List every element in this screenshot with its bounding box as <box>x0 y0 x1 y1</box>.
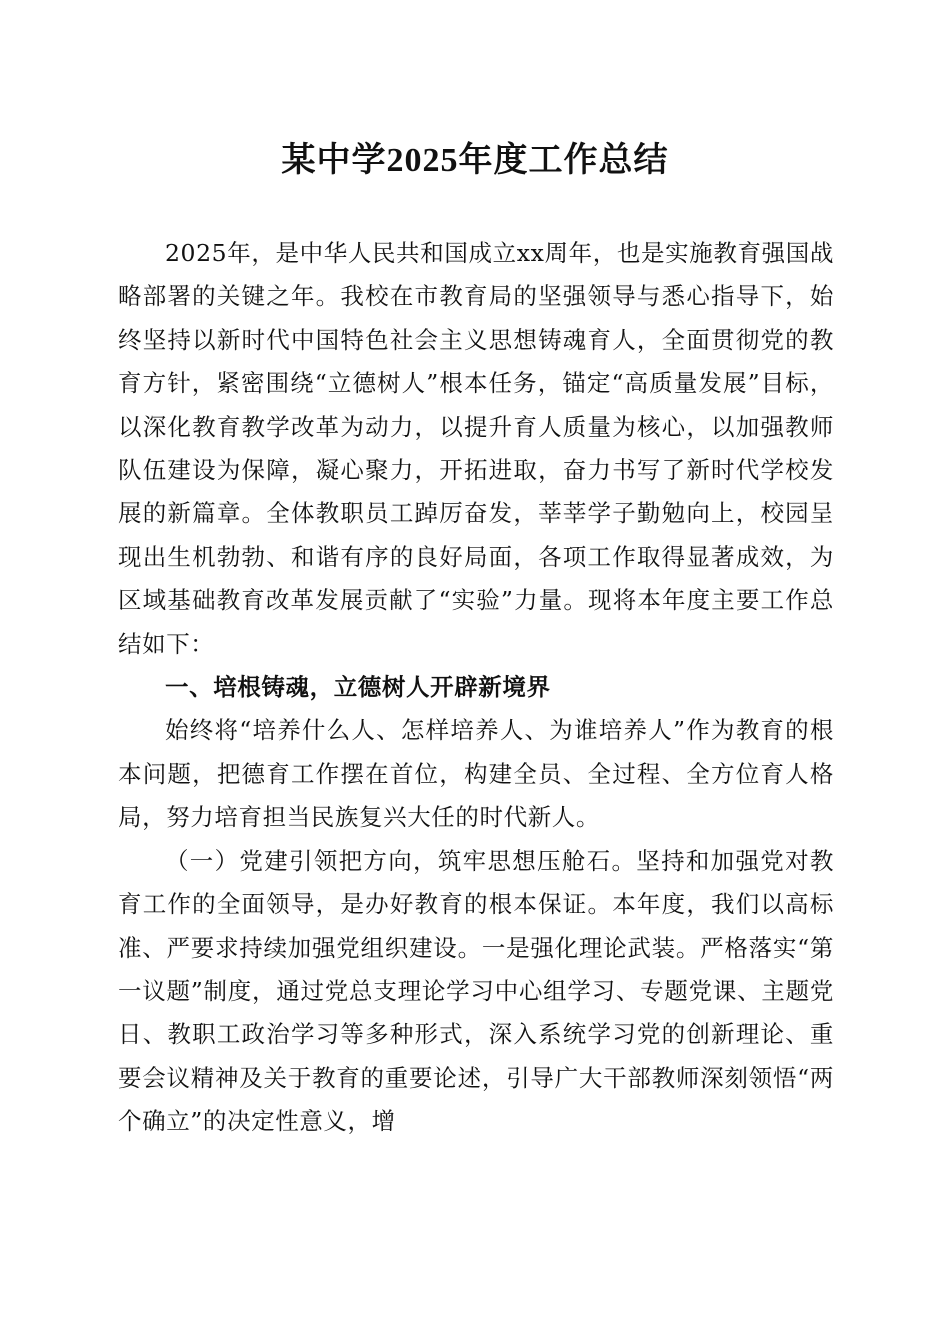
section-paragraph: 始终将“培养什么人、怎样培养人、为谁培养人”作为教育的根本问题，把德育工作摆在首位，构建全员、全过程、全方位育人格局，努力培育担当民族复兴大任的时代新人。 <box>118 716 834 832</box>
document-title: 某中学2025年度工作总结 <box>281 142 669 179</box>
intro-paragraph: 2025年，是中华人民共和国成立xx周年，也是实施教育强国战略部署的关键之年。我校在市教育局的坚强领导与悉心指导下，始终坚持以新时代中国特色社会主义思想铸魂育人，全面贯彻党的教育方针，紧密围绕“立德树人”根本任务，锚定“高质量发展”目标，以深化教育教学改革为动力，以提升育人质量为核心，以加强教师队伍建设为保障，凝心聚力，开拓进取，奋力书写了新时代学校发展的新篇章。全体教职员工踔厉奋发，莘莘学子勤勉向上，校园呈现出生机勃勃、和谐有序的良好局面，各项工作取得显著成效，为区域基础教育改革发展贡献了“实验”力量。现将本年度主要工作总结如下： <box>118 239 834 658</box>
section-heading: 一、培根铸魂，立德树人开辟新境界 <box>165 673 551 702</box>
document-body <box>118 232 834 1144</box>
subsection-paragraph <box>118 840 834 1144</box>
subsection-lead: （一）党建引领把方向，筑牢思想压舱石。 <box>165 846 637 875</box>
subsection-text: 坚持和加强党对教育工作的全面领导，是办好教育的根本保证。本年度，我们以高标准、严要求持续加强党组织建设。一是强化理论武装。严格落实“第一议题”制度，通过党总支理论学习中心组学习、专题党课、主题党日、教职工政治学习等多种形式，深入系统学习党的创新理论、重要会议精神及关于教育的重要论述，引导广大干部教师深刻领悟“两个确立”的决定性意义，增 <box>118 846 834 1136</box>
